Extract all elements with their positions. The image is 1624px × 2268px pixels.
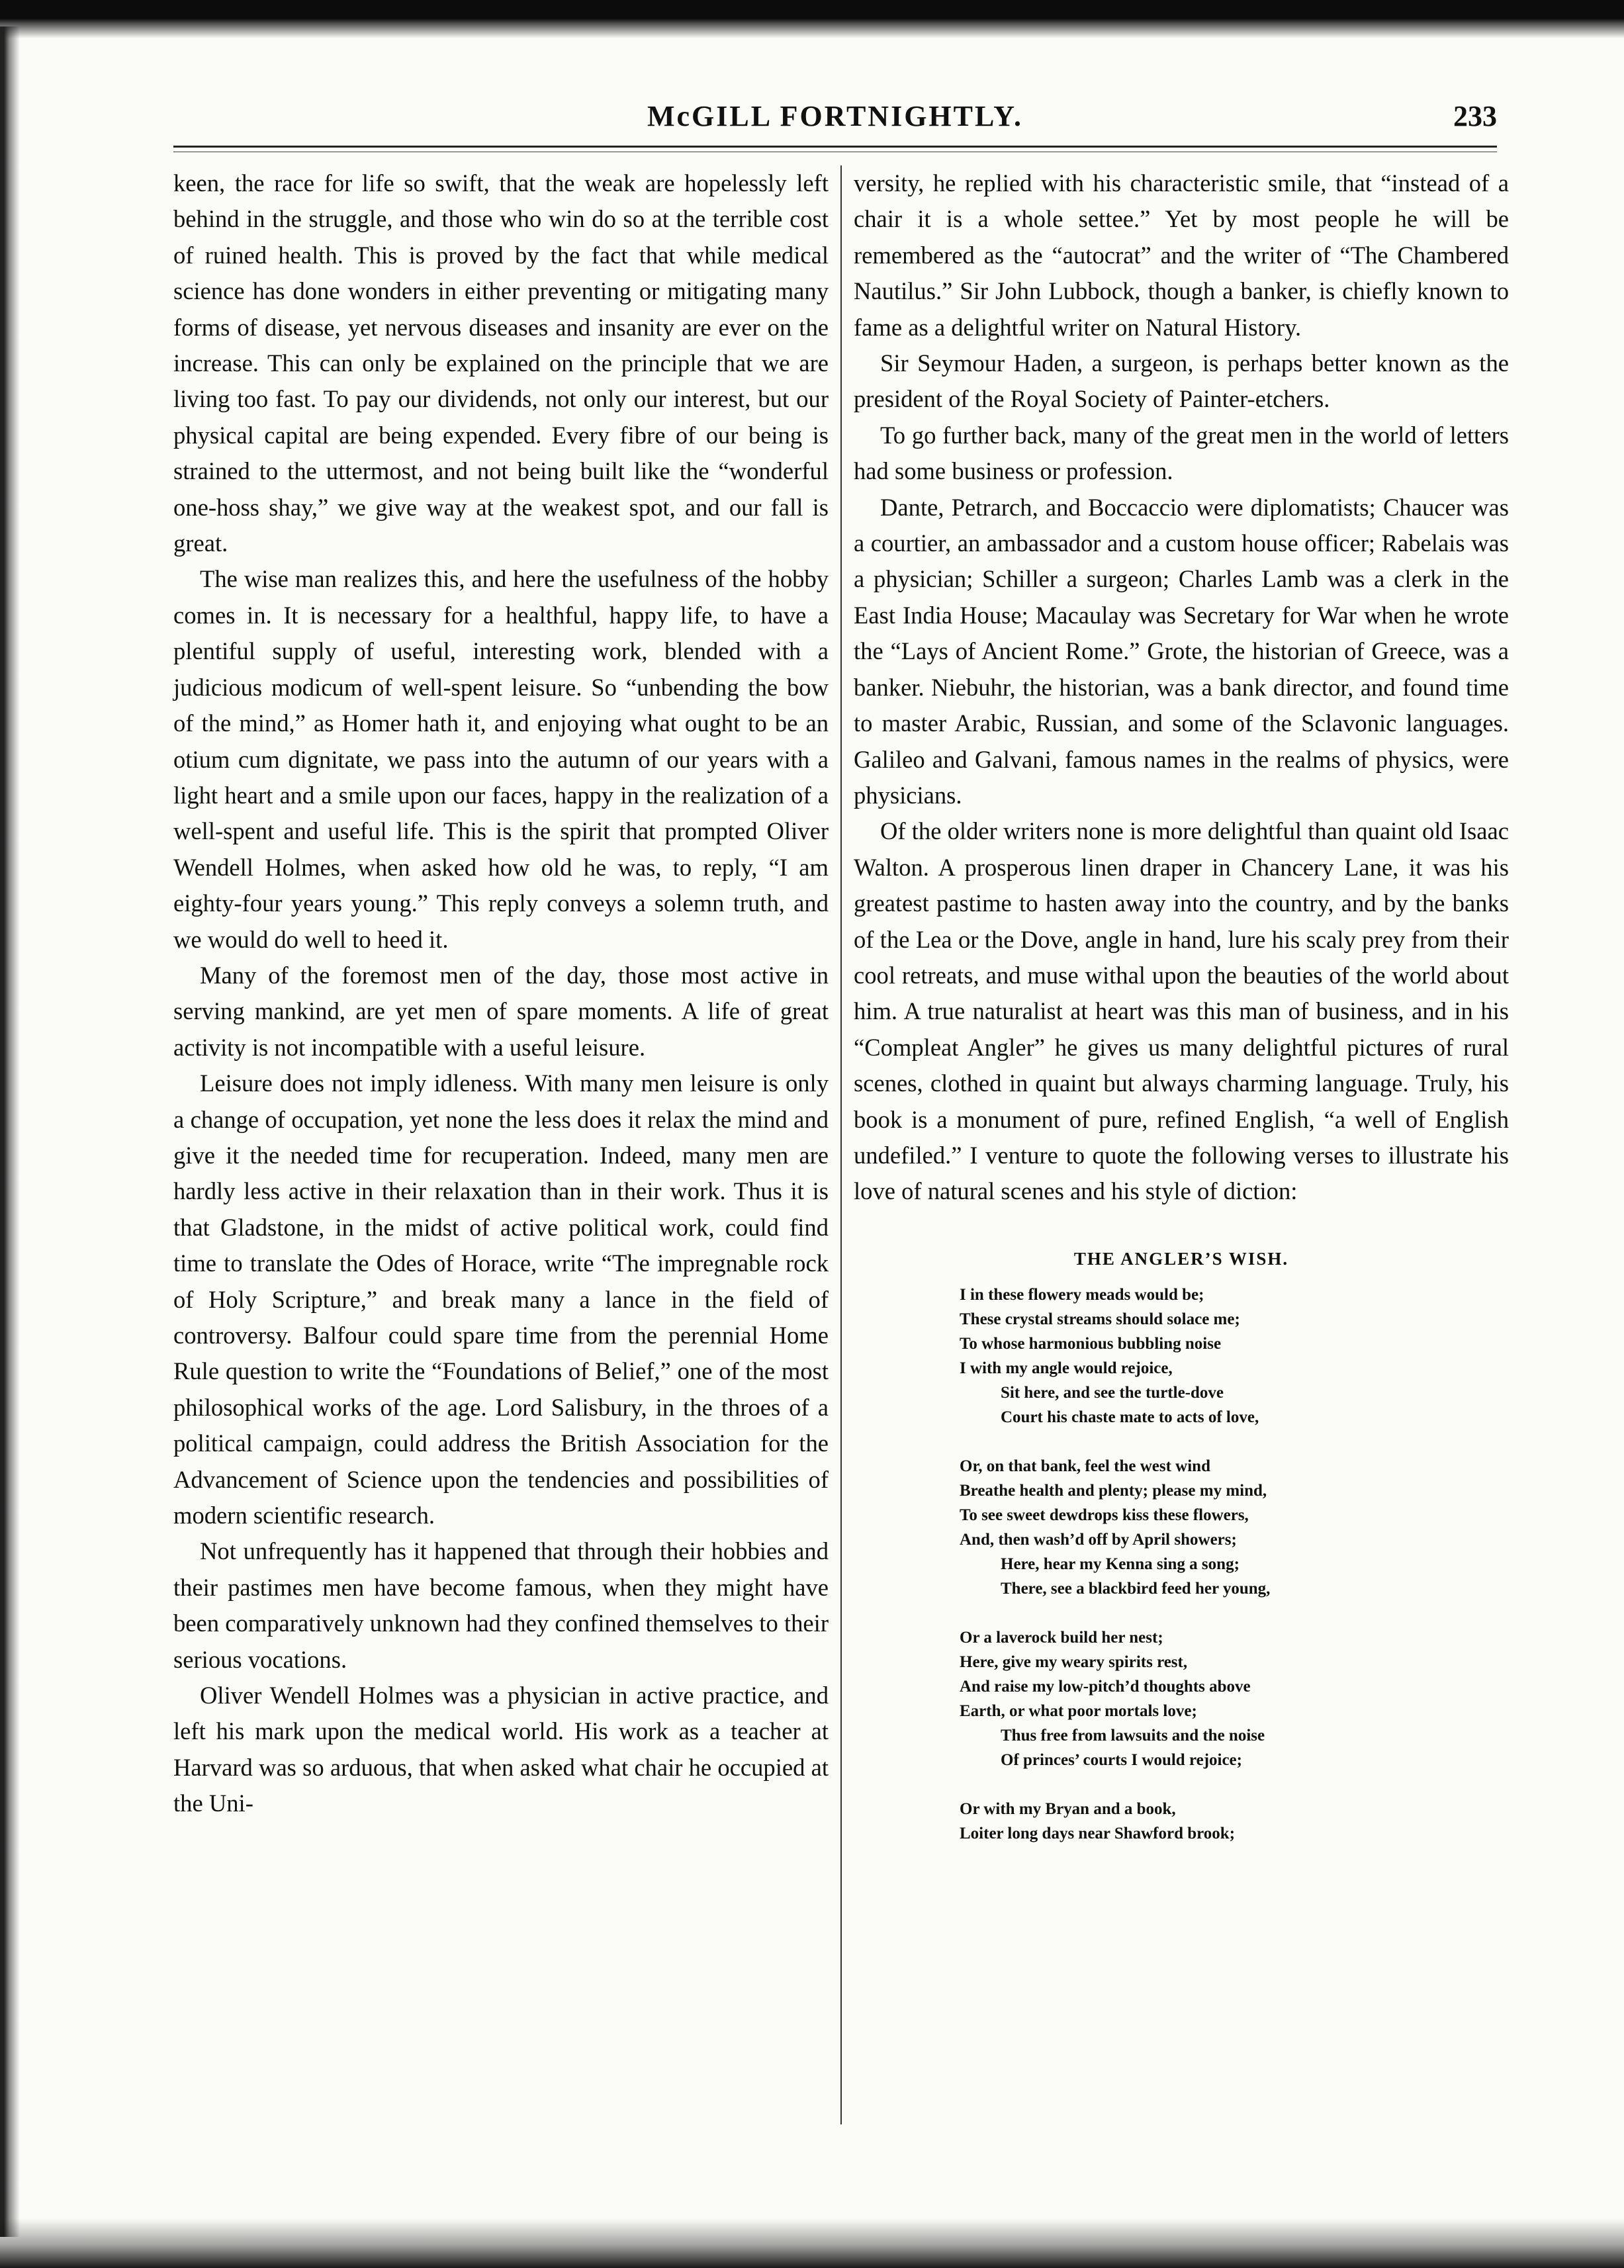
paragraph: The wise man realizes this, and here the usefulness of the hobby comes in. It is necessary for a healthful, happy life, to have a plentiful supply of useful, interesting work, blended with a judicious modicum of well-spent leisure. So “unbending the bow of the mind,” as Homer hath it, and enjoying what ought to be an otium cum dignitate, we pass into the autumn of our years with a light heart and a smile upon our faces, happy in the realization of a well-spent and useful life. This is the spirit that prompted Oliver Wendell Holmes, when asked how old he was, to reply, “I am eighty-four years young.” This reply conveys a solemn truth, and we would do well to heed it. (173, 565, 829, 953)
poem-line: Loiter long days near Shawford brook; (960, 1824, 1236, 1842)
paragraph: versity, he replied with his characteristic smile, that “instead of a chair it is a whole settee.” Yet by most people he will be remembered as the “autocrat” and the writer of “The Chambered Nautilus.” Sir John Lubbock, though a banker, is chiefly known to fame as a delightful writer on Natural History. (854, 169, 1509, 341)
poem-line: To see sweet dewdrops kiss these flowers, (960, 1506, 1249, 1524)
paragraph: Oliver Wendell Holmes was a physician in active practice, and left his mark upon the medical world. His work as a teacher at Harvard was so arduous, that when asked what chair he occupied at the Uni- (173, 1682, 829, 1817)
poem-line: Thus free from lawsuits and the noise (1001, 1726, 1265, 1745)
poem-line: These crystal streams should solace me; (960, 1310, 1240, 1328)
scan-edge-bottom (0, 2218, 1624, 2268)
poem-line: Here, give my weary spirits rest, (960, 1653, 1188, 1671)
poem-line: Earth, or what poor mortals love; (960, 1701, 1197, 1720)
paragraph: Leisure does not imply idleness. With many men leisure is only a change of occupation, yet none the less does it relax the mind and give it the needed time for recuperation. Indeed, many men are hardly less active in their relaxation than in their work. Thus it is that Gladstone, in the midst of active political work, could find time to translate the Odes of Horace, write “The impregnable rock of Holy Scripture,” and break many a lance in the field of controversy. Balfour could spare time from the perennial Home Rule question to write the “Foundations of Belief,” one of the most philosophical works of the age. Lord Salisbury, in the throes of a political campaign, could address the British Association for the Advancement of Science upon the tendencies and possibilities of modern scientific research. (173, 1069, 829, 1529)
paragraph: Not unfrequently has it happened that through their hobbies and their pastimes men have become famous, when they might have been comparatively unknown had they confined themselves to their serious vocations. (173, 1537, 829, 1673)
paragraph: Dante, Petrarch, and Boccaccio were diplomatists; Chaucer was a courtier, an ambassador and a custom house officer; Rabelais was a physician; Schiller a surgeon; Charles Lamb was a clerk in the East India House; Macaulay was Secretary for War when he wrote the “Lays of Ancient Rome.” Grote, the historian of Greece, was a banker. Niebuhr, the historian, was a bank director, and found time to master Arabic, Russian, and some of the Sclavonic languages. Galileo and Galvani, famous names in the realms of physics, were physicians. (854, 493, 1509, 809)
poem (960, 1283, 1509, 1846)
poem-line: And, then wash’d off by April showers; (960, 1530, 1237, 1549)
header-rule (173, 146, 1497, 148)
column-divider (840, 165, 842, 2124)
poem-stanza (960, 1454, 1509, 1601)
scan-edge-top (0, 0, 1624, 38)
poem-line: There, see a blackbird feed her young, (1001, 1579, 1271, 1598)
scan-edge-left (0, 26, 20, 2237)
poem-line: Or a laverock build her nest; (960, 1628, 1163, 1647)
poem-stanza (960, 1797, 1509, 1846)
journal-title: McGILL FORTNIGHTLY. (647, 100, 1024, 132)
paragraph: Many of the foremost men of the day, those most active in serving mankind, are yet men of spare moments. A life of great activity is not incompatible with a useful leisure. (173, 961, 829, 1061)
poem-line: Or with my Bryan and a book, (960, 1799, 1176, 1818)
paragraph: Of the older writers none is more delightful than quaint old Isaac Walton. A prosperous linen draper in Chancery Lane, it was his greatest pastime to hasten away into the country, and by the banks of the Lea or the Dove, angle in hand, lure his scaly prey from their cool retreats, and muse withal upon the beauties of the world about him. A true naturalist at heart was this man of business, and in his “Compleat Angler” he gives us many delightful pictures of rural scenes, clothed in quaint but always charming language. Truly, his book is a monument of pure, refined English, “a well of English undefiled.” I venture to quote the following verses to illustrate his love of natural scenes and his style of diction: (854, 817, 1509, 1205)
poem-line: I in these flowery meads would be; (960, 1285, 1204, 1304)
poem-line: Here, hear my Kenna sing a song; (1001, 1555, 1240, 1573)
poem-line: Court his chaste mate to acts of love, (1001, 1408, 1259, 1426)
poem-line: To whose harmonious bubbling noise (960, 1334, 1222, 1353)
poem-line: Sit here, and see the turtle-dove (1001, 1383, 1224, 1402)
poem-stanza (960, 1625, 1509, 1772)
poem-title: THE ANGLER’S WISH. (1073, 1248, 1289, 1269)
left-column (173, 165, 829, 1822)
poem-line: I with my angle would rejoice, (960, 1359, 1173, 1377)
running-header (173, 99, 1497, 152)
page-number: 233 (1453, 100, 1497, 132)
poem-line: Breathe health and plenty; please my mind, (960, 1481, 1267, 1500)
paragraph: Sir Seymour Haden, a surgeon, is perhaps better known as the president of the Royal Society of Painter-etchers. (854, 349, 1509, 413)
paragraph: To go further back, many of the great men in the world of letters had some business or profession. (854, 421, 1509, 485)
poem-stanza (960, 1283, 1509, 1429)
paragraph: keen, the race for life so swift, that the weak are hopelessly left behind in the struggle, and those who win do so at the terrible cost of ruined health. This is proved by the fact that while medical science has done wonders in either preventing or mitigating many forms of disease, yet nervous diseases and insanity are ever on the increase. This can only be explained on the principle that we are living too fast. To pay our dividends, not only our interest, but our physical capital are being expended. Every fibre of our being is strained to the uttermost, and not being built like the “wonderful one-hoss shay,” we give way at the weakest spot, and our fall is great. (173, 169, 829, 557)
poem-line: And raise my low-pitch’d thoughts above (960, 1677, 1251, 1696)
poem-line: Or, on that bank, feel the west wind (960, 1457, 1210, 1475)
poem-line: Of princes’ courts I would rejoice; (1001, 1750, 1242, 1769)
right-column (854, 165, 1509, 1870)
